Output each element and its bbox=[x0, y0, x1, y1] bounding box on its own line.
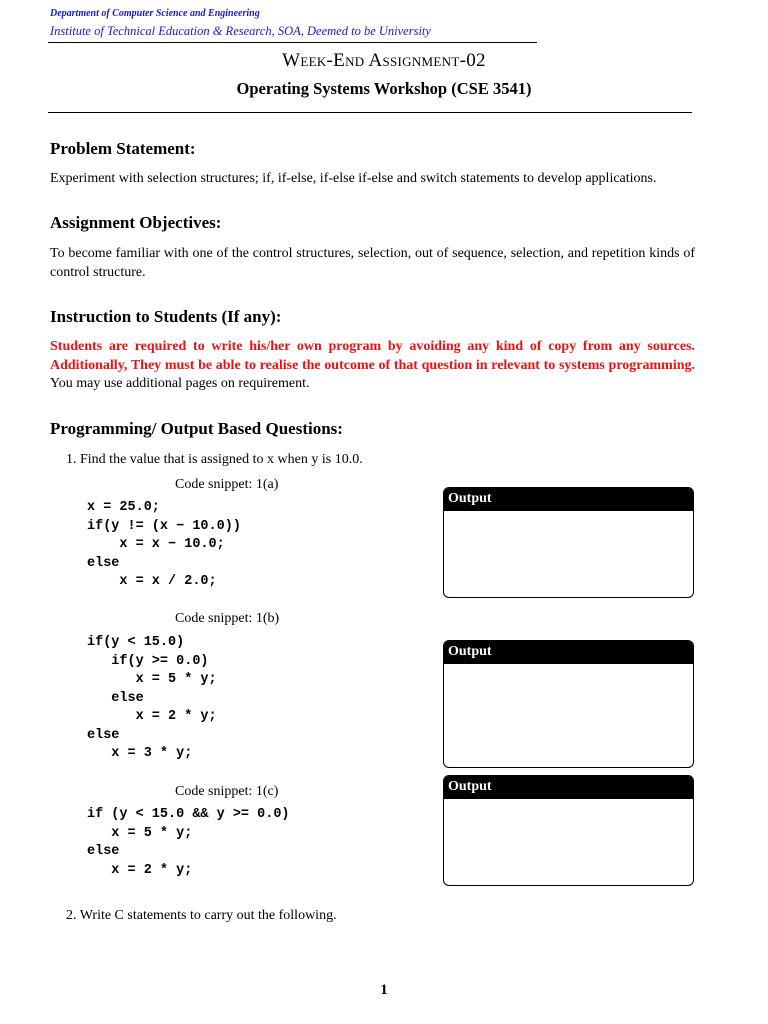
instruction-heading: Instruction to Students (If any): bbox=[50, 307, 282, 326]
output-box-1a[interactable] bbox=[443, 487, 694, 598]
instruction-warning: Students are required to write his/her own program by avoiding any kind of copy from any sources. Additionally, They must be able to realise the outcome of that question in relevant to systems programming. bbox=[50, 339, 695, 373]
question-2: 2. Write C statements to carry out the following. bbox=[66, 908, 337, 923]
output-box-1b[interactable] bbox=[443, 640, 694, 768]
header-rule bbox=[48, 42, 537, 43]
question-1: 1. Find the value that is assigned to x when y is 10.0. bbox=[66, 452, 363, 467]
code-snippet-1b: if(y < 15.0) if(y >= 0.0) x = 5 * y; else x = 2 * y; else x = 3 * y; bbox=[87, 635, 217, 761]
output-box-1c[interactable] bbox=[443, 775, 694, 886]
snippet-caption-1a: Code snippet: 1(a) bbox=[175, 477, 279, 492]
department-name: Department of Computer Science and Engineering bbox=[50, 8, 260, 19]
snippet-caption-1c: Code snippet: 1(c) bbox=[175, 784, 279, 799]
title-rule bbox=[48, 112, 692, 113]
problem-statement-heading: Problem Statement: bbox=[50, 139, 196, 158]
output-box-header: Output bbox=[444, 488, 693, 511]
problem-statement-text: Experiment with selection structures; if, if-else, if-else if-else and switch statements to develop applications. bbox=[50, 171, 657, 186]
code-snippet-1c: if (y < 15.0 && y >= 0.0) x = 5 * y; else x = 2 * y; bbox=[87, 807, 290, 878]
institute-name: Institute of Technical Education & Research, SOA, Deemed to be University bbox=[50, 24, 431, 38]
objectives-heading: Assignment Objectives: bbox=[50, 213, 222, 232]
page-title: Week-End Assignment-02 bbox=[282, 50, 486, 71]
page-number: 1 bbox=[380, 982, 388, 998]
page-subtitle: Operating Systems Workshop (CSE 3541) bbox=[236, 79, 532, 98]
objectives-text: To become familiar with one of the control structures, selection, out of sequence, selection, and repetition kinds of control structure. bbox=[50, 246, 695, 280]
output-box-header: Output bbox=[444, 776, 693, 799]
output-box-header: Output bbox=[444, 641, 693, 664]
questions-heading: Programming/ Output Based Questions: bbox=[50, 419, 343, 438]
instruction-text bbox=[50, 338, 695, 394]
code-snippet-1a: x = 25.0; if(y != (x − 10.0)) x = x − 10.0; else x = x / 2.0; bbox=[87, 500, 241, 589]
instruction-note: You may use additional pages on requirement. bbox=[50, 376, 310, 391]
snippet-caption-1b: Code snippet: 1(b) bbox=[175, 611, 280, 626]
